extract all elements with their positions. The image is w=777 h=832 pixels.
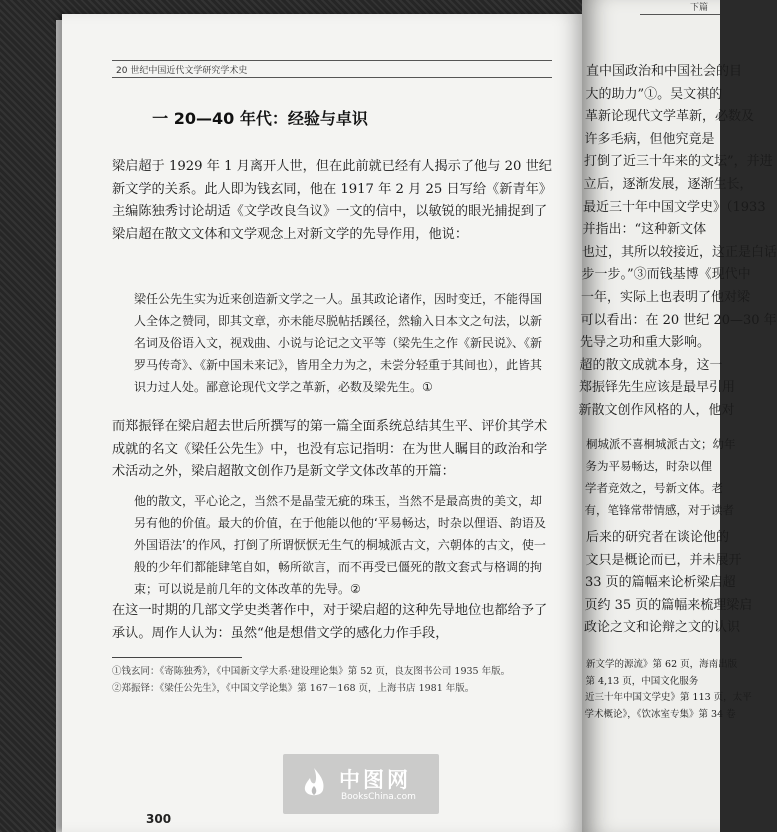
right-quote-line: 务为平易畅达，时杂以俚 <box>585 459 712 473</box>
right-text-line: 步一步。”③而钱基博《现代中 <box>581 267 751 283</box>
right-footnote-line: 新文学的源流》第 62 页，海南出版 <box>586 659 738 670</box>
right-text-line: 也过，其所以较接近，这正是白话 <box>582 244 777 260</box>
footnote-rule <box>112 657 242 658</box>
right-running-head <box>640 0 720 15</box>
right-text-line: 许多毛病，但他究竟是 <box>584 131 715 147</box>
right-text-line: 最近三十年中国文学史》（1933 <box>583 199 766 215</box>
footnote-1: ①钱玄同：《寄陈独秀》，《中国新文学大系·建设理论集》第 52 页，良友图书公司 1935 年版。 <box>112 666 511 677</box>
paragraph-1: 梁启超于 1929 年 1 月离开人世，但在此前就已经有人揭示了他与 20 世纪新文学的关系。此人即为钱玄同，他在 1917 年 2 月 25 日写给《新青年》主编陈独秀讨论胡适《文学改良刍议》一文的信中，以敏锐的眼光捕捉到了梁启超在散文文体和文学观念上对新文学的先导作用，他说： <box>112 159 552 242</box>
right-quote-line: 学者竞效之，号新文体。老 <box>585 481 723 495</box>
flame-logo-icon <box>299 766 329 800</box>
right-footnote-line: 第 4,13 页，中国文化服务 <box>585 675 699 687</box>
right-text-line: 郑振铎先生应该是最早引用 <box>579 380 736 396</box>
right-text-line: 33 页的篇幅来论析梁启超 <box>585 575 736 591</box>
right-footnote-line: 近三十年中国文学史》第 113 页，太平 <box>585 692 752 703</box>
right-text-line: 立后，逐渐发展，逐渐生长， <box>583 177 753 192</box>
right-text-line: 革新论现代文学革新，必数及 <box>585 109 755 125</box>
right-text-line: 超的散文成就本身，这一 <box>579 357 723 373</box>
page-number: 300 <box>146 812 172 826</box>
running-head-text: 20 世纪中国近代文学研究学术史 <box>116 66 248 76</box>
right-footnote-line: 学术概论》，《饮冰室专集》第 34 卷 <box>584 708 736 720</box>
right-text-line: 打倒了近三十年来的文坛”，并进 <box>584 154 773 170</box>
right-text-line: 政论之文和论辩之文的认识 <box>584 620 741 636</box>
right-text-line: 新散文创作风格的人，他对 <box>578 403 735 418</box>
paragraph-3: 在这一时期的几部文学史类著作中，对于梁启超的这种先导地位也都给予了承认。周作人认为：虽然“他是想借文学的感化力作手段， <box>112 603 548 641</box>
section-title: 一 20—40 年代：经验与卓识 <box>152 109 368 128</box>
watermark <box>283 754 439 814</box>
right-text-line: 一年，实际上也表明了他对梁 <box>581 290 751 305</box>
watermark-name: 中图网 <box>339 768 411 792</box>
right-text-line: 大的助力”①。吴文祺的 <box>585 86 723 102</box>
right-text-line: 先导之功和重大影响。 <box>580 335 711 351</box>
right-text-line: 可以看出：在 20 世纪 20—30 年 <box>580 312 777 328</box>
right-running-head-text: 下篇 <box>690 3 709 13</box>
right-text-line: 直中国政治和中国社会的目 <box>586 64 743 79</box>
right-text-line: 并指出：“这种新文体 <box>582 222 707 238</box>
right-text-line: 文只是概论而已，并未展开 <box>585 552 742 568</box>
quote-2: 他的散文，平心论之，当然不是晶莹无疵的珠玉，当然不是最高贵的美文，却另有他的价值。最大的价值，在于他能以他的‘平易畅达，时杂以俚语、韵语及外国语法’的作风，打倒了所谓恹恹无生气的桐城派古文，六朝体的古文，使一般的少年们都能肆笔自如，畅所欲言，而不再受已僵死的散文套式与格调的拘束；可以说是前几年的文体改革的先导。② <box>134 494 546 596</box>
watermark-url: BooksChina.com <box>341 792 416 802</box>
quote-1: 梁任公先生实为近来创造新文学之一人。虽其政论诸作，因时变迁，不能得国人全体之赞同，即其文章，亦未能尽脱帖括蹊径，然输入日本文之句法，以新名词及俗语入文，视戏曲、小说与论记之文平等（梁先生之作《新民说》、《新罗马传奇》、《新中国未来记》，皆用全力为之，未尝分轻重于其间也），此皆其识力过人处。鄙意论现代文学之革新，必数及梁先生。① <box>134 292 543 394</box>
right-quote-line: 有，笔锋常带情感，对于读者 <box>584 503 734 517</box>
right-text-line: 页约 35 页的篇幅来梳理梁启 <box>584 597 753 613</box>
footnote-2: ②郑振铎：《梁任公先生》，《中国文学论集》第 167－168 页，上海书店 1981 年版。 <box>112 683 475 694</box>
running-head <box>112 60 552 78</box>
paragraph-2: 而郑振铎在梁启超去世后所撰写的第一篇全面系统总结其生平、评价其学术成就的名文《梁任公先生》中，也没有忘记指明：在为世人瞩目的政治和学术活动之外，梁启超散文创作乃是新文学文体改革的开篇： <box>112 419 548 479</box>
right-text-line: 后来的研究者在谈论他的 <box>586 530 730 545</box>
right-quote-line: 桐城派不喜桐城派古文；幼年 <box>586 437 736 451</box>
